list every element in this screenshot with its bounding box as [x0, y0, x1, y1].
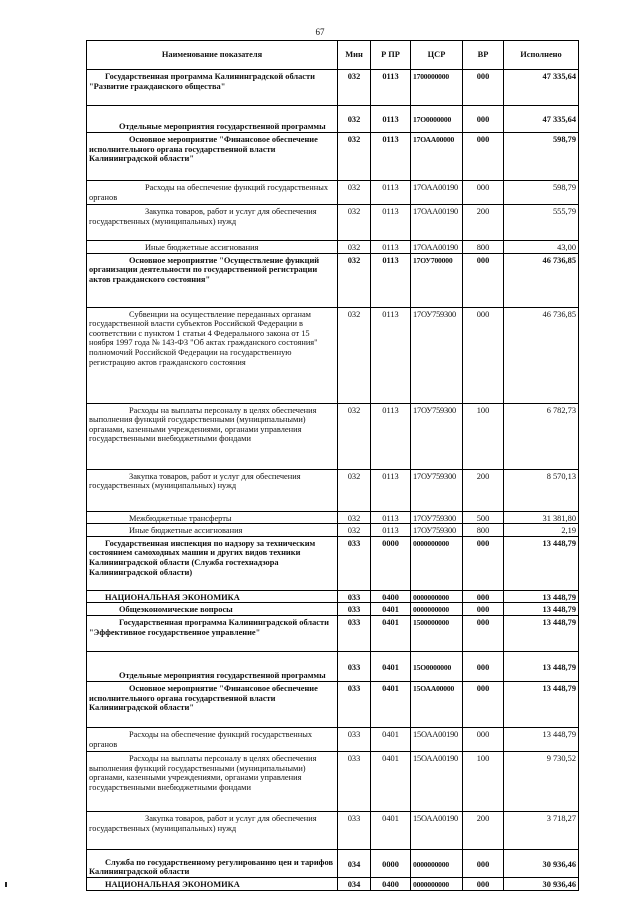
table-row — [87, 133, 579, 181]
row-min: 032 — [338, 106, 371, 133]
row-vr: 000 — [463, 849, 504, 877]
row-vr: 500 — [463, 511, 504, 524]
row-name: Субвенции на осуществление переданных органам государственной власти субъектов Российской Федерации в соответствии с пунктом 1 статьи 4 Федерального закона от 15 ноября 1997 года № 143-ФЗ "Об актах гражданского состояния" полномочий Российской Федерации на государственную регистрацию актов гражданского состояния — [87, 307, 338, 403]
row-sum: 598,79 — [504, 133, 579, 181]
header-csr: ЦСР — [411, 41, 463, 70]
row-sum: 555,79 — [504, 205, 579, 241]
row-sum: 13 448,79 — [504, 603, 579, 616]
row-min: 033 — [338, 603, 371, 616]
row-csr: 15ОАА00190 — [411, 727, 463, 751]
row-csr: 0000000000 — [411, 877, 463, 890]
row-min: 032 — [338, 403, 371, 469]
row-sum: 46 736,85 — [504, 307, 579, 403]
row-vr: 000 — [463, 727, 504, 751]
row-rpr: 0000 — [371, 849, 411, 877]
table-row — [87, 469, 579, 511]
row-rpr: 0401 — [371, 727, 411, 751]
row-sum: 13 448,79 — [504, 615, 579, 651]
row-sum: 13 448,79 — [504, 727, 579, 751]
row-vr: 000 — [463, 181, 504, 205]
row-name: Закупка товаров, работ и услуг для обеспечения государственных (муниципальных) нужд — [87, 205, 338, 241]
table-row — [87, 106, 579, 133]
header-sum: Исполнено — [504, 41, 579, 70]
row-csr: 1500000000 — [411, 615, 463, 651]
row-csr: 0000000000 — [411, 603, 463, 616]
row-sum: 13 448,79 — [504, 681, 579, 727]
row-csr: 17ОУ759300 — [411, 403, 463, 469]
row-csr: 0000000000 — [411, 849, 463, 877]
row-min: 033 — [338, 727, 371, 751]
row-csr: 17ОАА00190 — [411, 241, 463, 254]
row-vr: 000 — [463, 603, 504, 616]
row-sum: 46 736,85 — [504, 253, 579, 307]
row-vr: 100 — [463, 751, 504, 811]
row-csr: 15ОАА00000 — [411, 681, 463, 727]
table-row — [87, 603, 579, 616]
row-vr: 000 — [463, 536, 504, 590]
row-name: Закупка товаров, работ и услуг для обеспечения государственных (муниципальных) нужд — [87, 469, 338, 511]
row-csr: 15О0000000 — [411, 651, 463, 681]
header-vr: ВР — [463, 41, 504, 70]
row-csr: 17ОУ700000 — [411, 253, 463, 307]
row-csr: 17ОУ759300 — [411, 307, 463, 403]
row-sum: 31 381,80 — [504, 511, 579, 524]
row-rpr: 0113 — [371, 133, 411, 181]
row-rpr: 0400 — [371, 590, 411, 603]
row-min: 032 — [338, 205, 371, 241]
table-row — [87, 241, 579, 254]
row-sum: 8 570,13 — [504, 469, 579, 511]
table-row — [87, 877, 579, 890]
row-rpr: 0113 — [371, 307, 411, 403]
row-vr: 000 — [463, 590, 504, 603]
row-rpr: 0113 — [371, 469, 411, 511]
row-name: Основное мероприятие "Финансовое обеспечение исполнительного органа государственной власти Калининградской области" — [87, 133, 338, 181]
row-rpr: 0401 — [371, 811, 411, 849]
row-vr: 000 — [463, 615, 504, 651]
row-min: 033 — [338, 751, 371, 811]
row-csr: 17ОАА00190 — [411, 205, 463, 241]
row-rpr: 0113 — [371, 70, 411, 106]
row-name: Иные бюджетные ассигнования — [87, 241, 338, 254]
row-rpr: 0113 — [371, 181, 411, 205]
row-min: 033 — [338, 615, 371, 651]
row-name: Межбюджетные трансферты — [87, 511, 338, 524]
row-vr: 000 — [463, 681, 504, 727]
table-row — [87, 727, 579, 751]
row-min: 032 — [338, 133, 371, 181]
row-min: 032 — [338, 181, 371, 205]
table-row — [87, 651, 579, 681]
row-min: 033 — [338, 811, 371, 849]
row-rpr: 0113 — [371, 403, 411, 469]
row-sum: 13 448,79 — [504, 651, 579, 681]
row-sum: 6 782,73 — [504, 403, 579, 469]
row-rpr: 0113 — [371, 524, 411, 537]
table-row — [87, 536, 579, 590]
row-min: 033 — [338, 590, 371, 603]
row-name: НАЦИОНАЛЬНАЯ ЭКОНОМИКА — [87, 590, 338, 603]
table-row — [87, 181, 579, 205]
row-csr: 17ОАА00190 — [411, 181, 463, 205]
budget-execution-table — [86, 40, 579, 891]
row-min: 033 — [338, 651, 371, 681]
row-vr: 200 — [463, 811, 504, 849]
table-row — [87, 205, 579, 241]
row-sum: 3 718,27 — [504, 811, 579, 849]
row-min: 033 — [338, 681, 371, 727]
row-name: Отдельные мероприятия государственной программы — [87, 106, 338, 133]
row-name: НАЦИОНАЛЬНАЯ ЭКОНОМИКА — [87, 877, 338, 890]
row-name: Расходы на обеспечение функций государственных органов — [87, 181, 338, 205]
row-rpr: 0401 — [371, 681, 411, 727]
table-row — [87, 70, 579, 106]
row-name: Расходы на выплаты персоналу в целях обеспечения выполнения функций государственными (муниципальными) органами, казенными учреждениями, органами управления государственными внебюджетными фондами — [87, 751, 338, 811]
row-name: Общеэкономические вопросы — [87, 603, 338, 616]
row-name: Государственная инспекция по надзору за техническим состоянием самоходных машин и других видов техники Калининградской области (Служба гостехнадзора Калининградской области) — [87, 536, 338, 590]
row-sum: 9 730,52 — [504, 751, 579, 811]
row-min: 032 — [338, 70, 371, 106]
table-row — [87, 524, 579, 537]
table-row — [87, 307, 579, 403]
row-min: 032 — [338, 524, 371, 537]
header-min: Мин — [338, 41, 371, 70]
row-csr: 17ОУ759300 — [411, 469, 463, 511]
row-sum: 30 936,46 — [504, 849, 579, 877]
row-vr: 200 — [463, 469, 504, 511]
row-vr: 800 — [463, 241, 504, 254]
row-rpr: 0113 — [371, 205, 411, 241]
row-min: 033 — [338, 536, 371, 590]
row-rpr: 0401 — [371, 651, 411, 681]
row-name: Государственная программа Калининградской области "Развитие гражданского общества" — [87, 70, 338, 106]
row-rpr: 0401 — [371, 615, 411, 651]
table-row — [87, 511, 579, 524]
row-min: 032 — [338, 469, 371, 511]
table-row — [87, 403, 579, 469]
row-csr: 15ОАА00190 — [411, 811, 463, 849]
table-row — [87, 681, 579, 727]
row-sum: 13 448,79 — [504, 536, 579, 590]
row-vr: 000 — [463, 253, 504, 307]
row-vr: 000 — [463, 877, 504, 890]
row-csr: 0000000000 — [411, 536, 463, 590]
table-row — [87, 849, 579, 877]
header-name: Наименование показателя — [87, 41, 338, 70]
row-rpr: 0401 — [371, 603, 411, 616]
row-vr: 000 — [463, 133, 504, 181]
row-name: Расходы на обеспечение функций государственных органов — [87, 727, 338, 751]
row-name: Основное мероприятие "Осуществление функций организации деятельности по государственной регистрации актов гражданского состояния" — [87, 253, 338, 307]
row-name: Отдельные мероприятия государственной программы — [87, 651, 338, 681]
table-row — [87, 751, 579, 811]
row-vr: 000 — [463, 106, 504, 133]
row-rpr: 0113 — [371, 241, 411, 254]
row-name: Иные бюджетные ассигнования — [87, 524, 338, 537]
page-number: 67 — [315, 27, 325, 37]
table-row — [87, 253, 579, 307]
table-header-row — [87, 41, 579, 70]
row-name: Государственная программа Калининградской области "Эффективное государственное управление" — [87, 615, 338, 651]
row-min: 034 — [338, 849, 371, 877]
row-vr: 200 — [463, 205, 504, 241]
row-sum: 13 448,79 — [504, 590, 579, 603]
row-csr: 17ОУ759300 — [411, 511, 463, 524]
row-min: 032 — [338, 511, 371, 524]
row-vr: 800 — [463, 524, 504, 537]
row-csr: 1700000000 — [411, 70, 463, 106]
row-csr: 15ОАА00190 — [411, 751, 463, 811]
row-vr: 000 — [463, 651, 504, 681]
row-sum: 43,00 — [504, 241, 579, 254]
row-sum: 47 335,64 — [504, 70, 579, 106]
scan-mark — [5, 882, 7, 887]
row-name: Служба по государственному регулированию цен и тарифов Калининградской области — [87, 849, 338, 877]
row-vr: 000 — [463, 70, 504, 106]
row-sum: 30 936,46 — [504, 877, 579, 890]
row-rpr: 0400 — [371, 877, 411, 890]
table-row — [87, 811, 579, 849]
row-rpr: 0401 — [371, 751, 411, 811]
row-name: Основное мероприятие "Финансовое обеспечение исполнительного органа государственной власти Калининградской области" — [87, 681, 338, 727]
row-min: 032 — [338, 241, 371, 254]
row-csr: 17ОУ759300 — [411, 524, 463, 537]
row-vr: 000 — [463, 307, 504, 403]
header-rpr: Р ПР — [371, 41, 411, 70]
row-min: 032 — [338, 307, 371, 403]
row-min: 032 — [338, 253, 371, 307]
row-min: 034 — [338, 877, 371, 890]
table-row — [87, 615, 579, 651]
row-rpr: 0113 — [371, 511, 411, 524]
row-sum: 2,19 — [504, 524, 579, 537]
row-name: Расходы на выплаты персоналу в целях обеспечения выполнения функций государственными (муниципальными) органами, казенными учреждениями, органами управления государственными внебюджетными фондами — [87, 403, 338, 469]
row-csr: 17О0000000 — [411, 106, 463, 133]
row-rpr: 0113 — [371, 106, 411, 133]
row-csr: 0000000000 — [411, 590, 463, 603]
row-name: Закупка товаров, работ и услуг для обеспечения государственных (муниципальных) нужд — [87, 811, 338, 849]
row-csr: 17ОАА00000 — [411, 133, 463, 181]
row-rpr: 0113 — [371, 253, 411, 307]
row-rpr: 0000 — [371, 536, 411, 590]
row-vr: 100 — [463, 403, 504, 469]
row-sum: 47 335,64 — [504, 106, 579, 133]
table-row — [87, 590, 579, 603]
row-sum: 598,79 — [504, 181, 579, 205]
